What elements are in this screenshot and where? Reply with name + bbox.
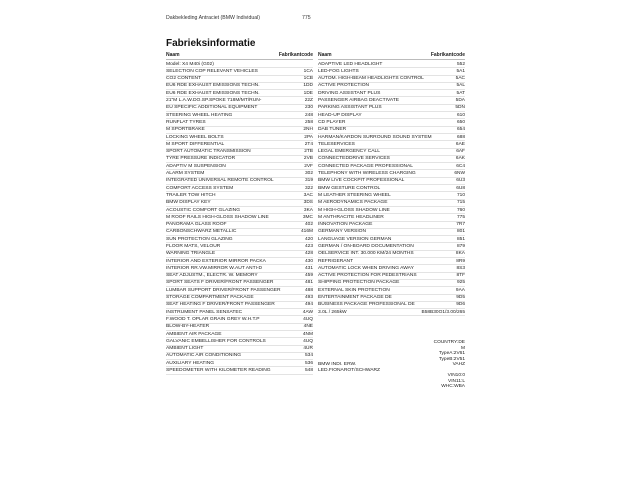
option-code: 493 bbox=[304, 295, 313, 301]
page-title: Fabrieksinformatie bbox=[166, 38, 256, 49]
option-name: M AERODYNAMICS PACKAGE bbox=[318, 200, 388, 206]
option-code: 4AW bbox=[302, 309, 313, 315]
option-name: ALARM SYSTEM bbox=[166, 171, 205, 177]
table-row bbox=[166, 309, 313, 316]
option-code: 536 bbox=[304, 360, 313, 366]
right-rows bbox=[318, 61, 465, 316]
option-name: SHIPPING PROTECTION PACKAGE bbox=[318, 280, 400, 286]
option-name: TELESERVICES bbox=[318, 141, 355, 147]
table-row bbox=[166, 316, 313, 323]
option-code: 6U3 bbox=[456, 178, 465, 184]
option-name: ACTIVE PROTECTION bbox=[318, 83, 370, 89]
table-row bbox=[166, 302, 313, 309]
table-row bbox=[318, 134, 465, 141]
table-row bbox=[166, 170, 313, 177]
option-name: 21"M L.A.W.DO.SP.SPOKE 718M/MT/RUN- bbox=[166, 98, 262, 104]
table-row bbox=[318, 185, 465, 192]
option-name: ADAPTIV M SUSPENSION bbox=[166, 163, 226, 169]
option-name: BMW DISPLAY KEY bbox=[166, 200, 211, 206]
option-name: CONNECTED PACKAGE PROFESSIONAL bbox=[318, 163, 414, 169]
option-code: 1DD bbox=[303, 83, 313, 89]
option-code: 5AL bbox=[456, 83, 465, 89]
option-code: 2T4 bbox=[304, 141, 313, 147]
option-name: EU6 RDE EXHAUST EMISSIONS TECHN. bbox=[166, 90, 260, 96]
option-name: AMBIENT AIR PACKAGE bbox=[166, 331, 222, 337]
option-name: GERMANY VERSION bbox=[318, 229, 367, 235]
option-code: 9AA bbox=[455, 287, 465, 293]
option-code: 7R7 bbox=[456, 222, 465, 228]
option-name: HEAD-UP DISPLAY bbox=[318, 112, 362, 118]
option-name: M SPORT DIFFERENTIAL bbox=[166, 141, 225, 147]
table-row bbox=[318, 229, 465, 236]
table-row bbox=[166, 258, 313, 265]
option-code: 258 bbox=[304, 119, 313, 125]
table-row bbox=[166, 149, 313, 156]
option-code: 230 bbox=[304, 105, 313, 111]
option-name: LUMBAR SUPPORT DRIVER/FRONT PASSENGER bbox=[166, 287, 281, 293]
table-row bbox=[318, 105, 465, 112]
option-code: 3AC bbox=[303, 192, 313, 198]
option-name: LOCKING WHEEL BOLTS bbox=[166, 134, 224, 140]
option-code: 775 bbox=[456, 214, 465, 220]
option-name: AUTOMATIC AIR CONDITIONING bbox=[166, 353, 242, 359]
option-code: 322 bbox=[304, 185, 313, 191]
option-code: 3DS bbox=[303, 200, 313, 206]
option-code: 5DA bbox=[455, 98, 465, 104]
option-name: TYRE PRESSURE INDICATOR bbox=[166, 156, 236, 162]
table-row bbox=[318, 236, 465, 243]
table-row bbox=[318, 76, 465, 83]
option-name: AUXILIARY HEATING bbox=[166, 360, 215, 366]
option-name: EU6 RDE EXHAUST EMISSIONS TECHN. bbox=[166, 83, 260, 89]
table-row bbox=[166, 346, 313, 353]
table-row bbox=[318, 163, 465, 170]
option-name: F.WOOD T. OPLAR GRAIN GREY W.H.T.P bbox=[166, 316, 260, 322]
table-row bbox=[166, 229, 313, 236]
table-row bbox=[166, 97, 313, 104]
option-code: 428 bbox=[304, 251, 313, 257]
option-name: TRAILER TOW HITCH bbox=[166, 192, 216, 198]
option-code: 1CA bbox=[303, 68, 313, 74]
table-row bbox=[166, 61, 313, 68]
option-name: WARNING TRIANGLE bbox=[166, 251, 216, 257]
table-row bbox=[318, 90, 465, 97]
extra-block-2 bbox=[318, 362, 465, 390]
option-code: 8S3 bbox=[456, 265, 465, 271]
table-row bbox=[166, 331, 313, 338]
option-name: GERMAN / ON-BOARD DOCUMENTATION bbox=[318, 243, 414, 249]
option-code: 5AC bbox=[455, 76, 465, 82]
option-code: 710 bbox=[456, 192, 465, 198]
option-code: 9D6 bbox=[456, 302, 465, 308]
option-name: SEAT HEATING F DRIVER/FRONT PASSENGER bbox=[166, 302, 275, 308]
table-row bbox=[166, 90, 313, 97]
option-name: SPEEDOMETER WITH KILOMETER READING bbox=[166, 368, 271, 374]
table-row bbox=[166, 236, 313, 243]
table-row bbox=[166, 222, 313, 229]
table-row bbox=[318, 178, 465, 185]
option-code: 4UQ bbox=[303, 338, 313, 344]
option-name: SPORT AUTOMATIC TRANSMISSION bbox=[166, 149, 251, 155]
option-code: 402 bbox=[304, 222, 313, 228]
option-code: 6AK bbox=[455, 156, 465, 162]
option-name: STORAGE COMPARTMENT PACKAGE bbox=[166, 295, 254, 301]
option-name: BMW GESTURE CONTROL bbox=[318, 185, 381, 191]
option-name: CONNECTEDDRIVE SERVICES bbox=[318, 156, 390, 162]
header-name: Naam bbox=[318, 52, 332, 58]
table-row bbox=[318, 207, 465, 214]
option-code: 925 bbox=[456, 280, 465, 286]
table-row bbox=[318, 156, 465, 163]
option-code: 3MC bbox=[302, 214, 313, 220]
option-name: AMBIENT LIGHT bbox=[166, 346, 204, 352]
option-name: AUTOM. HIGH-BEAM HEADLIGHTS CONTROL bbox=[318, 76, 424, 82]
option-name: PASSENGER AIRBAG DEACTIVATE bbox=[318, 98, 399, 104]
option-name: LEGAL EMERGENCY CALL bbox=[318, 149, 380, 155]
option-code: 494 bbox=[304, 302, 313, 308]
option-code: 760 bbox=[456, 207, 465, 213]
option-name: LANGUAGE VERSION GERMAN bbox=[318, 236, 392, 242]
option-code: 431 bbox=[304, 265, 313, 271]
option-code: 4NM bbox=[302, 331, 313, 337]
option-code: 2VB bbox=[303, 156, 313, 162]
table-row bbox=[318, 170, 465, 177]
table-row bbox=[318, 68, 465, 75]
option-name: INSTRUMENT PANEL SENSATEC bbox=[166, 309, 243, 315]
table-row bbox=[166, 163, 313, 170]
option-code: 8TF bbox=[456, 273, 465, 279]
option-name: GALVANIC EMBELLISHER FOR CONTROLS bbox=[166, 338, 266, 344]
option-name: SUN PROTECTION GLAZING bbox=[166, 236, 233, 242]
option-code: 2PA bbox=[304, 134, 313, 140]
option-code: 552 bbox=[456, 61, 465, 67]
option-name: CO2 CONTENT bbox=[166, 76, 202, 82]
top-line-label: Dakbekleding Antraciet (BMW Individual) bbox=[166, 15, 260, 21]
option-name: INTERIOR AND EXTERIOR MIRROR PACKA bbox=[166, 258, 266, 264]
table-row bbox=[318, 127, 465, 134]
option-code: 6NW bbox=[454, 171, 465, 177]
table-row bbox=[318, 302, 465, 309]
option-code: 1DE bbox=[303, 90, 313, 96]
table-row bbox=[318, 112, 465, 119]
table-row bbox=[166, 207, 313, 214]
option-name: LED-FOG LIGHTS bbox=[318, 68, 359, 74]
option-code: 851 bbox=[456, 236, 465, 242]
table-row bbox=[318, 251, 465, 258]
table-row bbox=[166, 119, 313, 126]
option-code: 481 bbox=[304, 280, 313, 286]
option-name: BLOW-BY-HEATER bbox=[166, 324, 210, 330]
table-row bbox=[318, 258, 465, 265]
option-code: 1CB bbox=[303, 76, 313, 82]
table-row bbox=[166, 76, 313, 83]
table-row bbox=[166, 141, 313, 148]
option-name: M LEATHER STEERING WHEEL bbox=[318, 192, 391, 198]
option-name: SPORT SEATS F DRIVER/FRONT PASSENGER bbox=[166, 280, 274, 286]
option-name: ADAPTIVE LED HEADLIGHT bbox=[318, 61, 383, 67]
left-column bbox=[166, 52, 313, 375]
option-code: 654 bbox=[456, 127, 465, 133]
option-name: M ANTHRACITE HEADLINER bbox=[318, 214, 384, 220]
option-code: 879 bbox=[456, 243, 465, 249]
option-code: 6AE bbox=[455, 141, 465, 147]
table-row bbox=[318, 273, 465, 280]
table-row bbox=[318, 295, 465, 302]
option-code: 420 bbox=[304, 236, 313, 242]
option-name: REFRIGERANT bbox=[318, 258, 354, 264]
table-row bbox=[318, 149, 465, 156]
table-row bbox=[318, 214, 465, 221]
option-code: 416M bbox=[301, 229, 313, 235]
table-row bbox=[318, 119, 465, 126]
left-column-header bbox=[166, 52, 313, 60]
option-name: BMW LIVE COCKPIT PROFESSIONAL bbox=[318, 178, 405, 184]
option-code: 6AF bbox=[456, 149, 465, 155]
option-name: M SPORTBRAKE bbox=[166, 127, 205, 133]
right-column bbox=[318, 52, 465, 316]
table-row bbox=[166, 287, 313, 294]
table-row bbox=[166, 127, 313, 134]
header-name: Naam bbox=[166, 52, 180, 58]
table-row bbox=[318, 222, 465, 229]
option-name: Model: X4 M40i (G02) bbox=[166, 61, 214, 67]
option-code: B58B30O1/3.00/265 bbox=[421, 309, 465, 315]
option-code: 548 bbox=[304, 368, 313, 374]
table-row bbox=[318, 287, 465, 294]
option-code: 430 bbox=[304, 258, 313, 264]
option-name: DAB TUNER bbox=[318, 127, 347, 133]
table-row bbox=[166, 295, 313, 302]
table-row bbox=[166, 324, 313, 331]
extra-block-1 bbox=[318, 340, 465, 362]
table-row bbox=[166, 200, 313, 207]
table-row bbox=[318, 280, 465, 287]
option-code: 459 bbox=[304, 273, 313, 279]
option-code: 8R9 bbox=[456, 258, 465, 264]
table-row bbox=[166, 185, 313, 192]
table-row bbox=[318, 192, 465, 199]
option-name: SEAT ADJUSTM., ELECTR. W. MEMORY bbox=[166, 273, 258, 279]
option-code: 248 bbox=[304, 112, 313, 118]
option-code: 610 bbox=[456, 112, 465, 118]
option-code: 6U8 bbox=[456, 185, 465, 191]
option-name: ACTIVE PROTECTION FOR PEDESTRIANS bbox=[318, 273, 417, 279]
option-code: 3KA bbox=[303, 207, 313, 213]
option-code: 650 bbox=[456, 119, 465, 125]
option-name: CARBONSCHWARZ METALLIC bbox=[166, 229, 237, 235]
table-row bbox=[166, 367, 313, 374]
option-name: DRIVING ASSISTANT PLUS bbox=[318, 90, 381, 96]
option-name: INTEGRATED UNIVERSAL REMOTE CONTROL bbox=[166, 178, 274, 184]
option-name: M HIGH-GLOSS SHADOW LINE bbox=[318, 207, 390, 213]
option-code: 5A1 bbox=[456, 68, 465, 74]
option-name: OELSERVICE INT. 30.000 KM/24 MONTHS bbox=[318, 251, 414, 257]
table-row bbox=[166, 273, 313, 280]
extra-right-1: COUNTRY:DE M TypeA:2V61 TypeB:2V51 bbox=[433, 340, 465, 362]
table-row bbox=[318, 141, 465, 148]
header-code: Fabrikantcode bbox=[278, 52, 313, 58]
option-name: ACOUSTIC COMFORT GLAZING bbox=[166, 207, 240, 213]
option-code: 9D5 bbox=[456, 295, 465, 301]
option-name: COMFORT ACCESS SYSTEM bbox=[166, 185, 234, 191]
table-row bbox=[166, 353, 313, 360]
option-code: 4UQ bbox=[303, 316, 313, 322]
top-line-code: 775 bbox=[302, 15, 311, 21]
table-row bbox=[318, 200, 465, 207]
top-line bbox=[166, 15, 326, 21]
option-name: RUNFLAT TYRES bbox=[166, 119, 206, 125]
option-name: PANORAMA GLASS ROOF bbox=[166, 222, 227, 228]
right-column-header bbox=[318, 52, 465, 60]
table-row bbox=[166, 112, 313, 119]
option-code: 4UR bbox=[303, 346, 313, 352]
option-name: EXTERNAL SKIN PROTECTION bbox=[318, 287, 390, 293]
option-code: 22Z bbox=[304, 98, 313, 104]
option-code: 715 bbox=[456, 200, 465, 206]
option-code: 423 bbox=[304, 243, 313, 249]
table-row bbox=[166, 360, 313, 367]
option-code: 801 bbox=[456, 229, 465, 235]
option-name: FLOOR MATS, VELOUR bbox=[166, 243, 221, 249]
table-row bbox=[166, 156, 313, 163]
option-name: EU SPECIFIC ADDITIONAL EQUIPMENT bbox=[166, 105, 258, 111]
table-row bbox=[318, 309, 465, 316]
option-code: 5AT bbox=[456, 90, 465, 96]
option-code: 4NE bbox=[303, 324, 313, 330]
option-code: 5DN bbox=[455, 105, 465, 111]
table-row bbox=[166, 134, 313, 141]
option-name: CD PLAYER bbox=[318, 119, 346, 125]
option-name: INTERIOR RR.VW.MIRROR W.AUT ANTI-D bbox=[166, 265, 263, 271]
option-name: STEERING WHEEL HEATING bbox=[166, 112, 233, 118]
option-code: 6C4 bbox=[456, 163, 465, 169]
table-row bbox=[318, 83, 465, 90]
option-code: 534 bbox=[304, 353, 313, 359]
table-row bbox=[318, 243, 465, 250]
table-row bbox=[318, 61, 465, 68]
option-name: TELEPHONY WITH WIRELESS CHARGING bbox=[318, 171, 416, 177]
table-row bbox=[318, 265, 465, 272]
extra-left-2: BMW INDI. ERW. LED.FIONAROT/SCHWARZ bbox=[318, 362, 381, 373]
table-row bbox=[166, 83, 313, 90]
table-row bbox=[318, 97, 465, 104]
table-row bbox=[166, 105, 313, 112]
table-row bbox=[166, 243, 313, 250]
option-code: 688 bbox=[456, 134, 465, 140]
option-code: 2VF bbox=[304, 163, 313, 169]
option-name: BUSINESS PACKAGE PROFESSIONAL DE bbox=[318, 302, 415, 308]
option-name: ENTERTAINMENT PACKAGE DE bbox=[318, 295, 392, 301]
left-rows bbox=[166, 61, 313, 375]
option-code: 8KA bbox=[455, 251, 465, 257]
table-row bbox=[166, 192, 313, 199]
option-code: 302 bbox=[304, 171, 313, 177]
option-name: INNOVATION PACKAGE bbox=[318, 222, 373, 228]
header-code: Fabrikantcode bbox=[430, 52, 465, 58]
table-row bbox=[166, 68, 313, 75]
option-name: SELECTION COP RELEVANT VEHICLES bbox=[166, 68, 258, 74]
option-name: 3.0L / 265kW bbox=[318, 309, 347, 315]
table-row bbox=[166, 265, 313, 272]
option-name: M ROOF RAILS HIGH-GLOSS SHADOW LINE bbox=[166, 214, 269, 220]
table-row bbox=[166, 338, 313, 345]
option-name: HARMAN/KARDON SURROUND SOUND SYSTEM bbox=[318, 134, 432, 140]
option-code: 488 bbox=[304, 287, 313, 293]
table-row bbox=[166, 280, 313, 287]
option-code: 2NH bbox=[303, 127, 313, 133]
option-code: 319 bbox=[304, 178, 313, 184]
table-row bbox=[166, 251, 313, 258]
extra-right-2: VAHZ VIN10:0 VIN11:L WHC:WBA bbox=[441, 362, 465, 389]
option-name: AUTOMATIC LOCK WHEN DRIVING AWAY bbox=[318, 265, 414, 271]
option-code: 2TB bbox=[304, 149, 313, 155]
table-row bbox=[166, 178, 313, 185]
table-row bbox=[166, 214, 313, 221]
option-name: PARKING ASSISTANT PLUS bbox=[318, 105, 382, 111]
